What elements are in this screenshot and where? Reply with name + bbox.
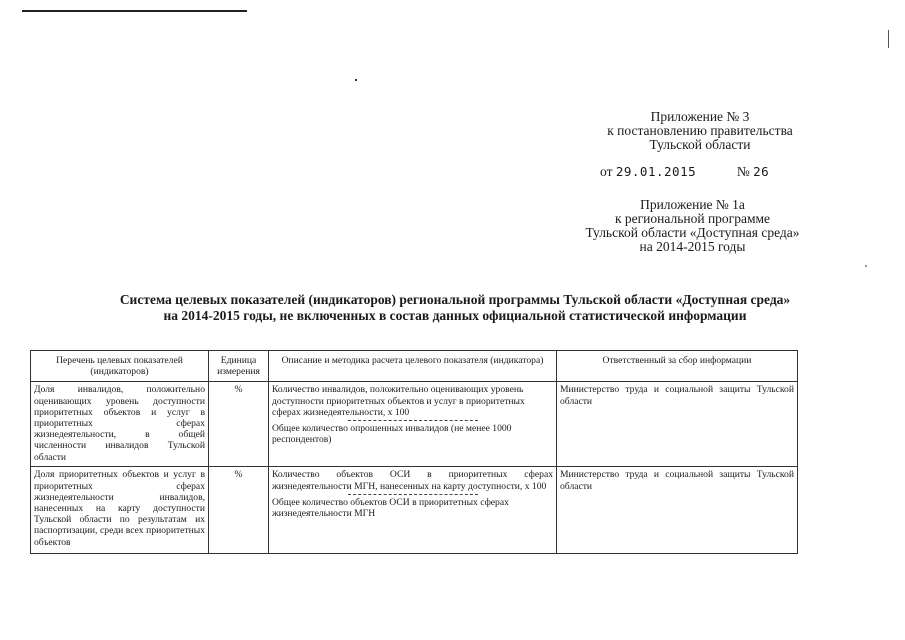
decree-number: 26 xyxy=(753,164,770,179)
decree-date-line xyxy=(600,164,820,180)
appendix-1a-line-4: на 2014-2015 годы xyxy=(639,239,746,254)
scan-artifact-dot xyxy=(355,79,357,81)
row-method xyxy=(269,467,557,554)
appendix-3-line-3: Тульской области xyxy=(649,137,751,152)
appendix-1a-line-1: Приложение № 1а xyxy=(640,197,745,212)
appendix-3-line-1: Приложение № 3 xyxy=(650,109,750,124)
row-responsible: Министерство труда и социальной защиты Тульской области xyxy=(557,467,798,554)
document-title-line-2: на 2014-2015 годы, не включенных в состав данных официальной статистической информации xyxy=(163,308,747,323)
appendix-3-line-2: к постановлению правительства xyxy=(607,123,793,138)
appendix-1a-line-2: к региональной программе xyxy=(614,211,771,226)
row-indicator: Доля приоритетных объектов и услуг в приоритетных сферах жизнедеятельности инвалидов, нанесенных на карту доступности Тульской области по результатам их паспортизации, среди всех приоритетных объектов xyxy=(31,467,209,554)
method-denominator: Общее количество опрошенных инвалидов (не менее 1000 респондентов) xyxy=(272,423,512,446)
method-denominator: Общее количество объектов ОСИ в приоритетных сферах жизнедеятельности МГН xyxy=(272,496,509,520)
row-unit: % xyxy=(209,382,269,467)
row-method xyxy=(269,382,557,467)
header-responsible: Ответственный за сбор информации xyxy=(557,351,798,382)
appendix-3-block xyxy=(575,110,825,152)
indicators-table xyxy=(30,350,798,554)
document-title xyxy=(60,292,850,324)
decree-date: 29.01.2015 xyxy=(615,164,697,179)
header-indicators: Перечень целевых показателей (индикаторов) xyxy=(31,351,209,382)
appendix-1a-block xyxy=(565,198,820,254)
row-indicator: Доля инвалидов, положительно оценивающих уровень доступности приоритетных объектов и услуг в приоритетных сферах жизнедеятельности, в общей численности инвалидов Тульской области xyxy=(31,382,209,467)
fraction-line xyxy=(348,494,478,495)
row-unit: % xyxy=(209,467,269,554)
decree-number-label: № xyxy=(736,164,750,179)
fraction-line xyxy=(348,420,478,421)
table-header-row xyxy=(31,351,798,382)
header-unit: Единица измерения xyxy=(209,351,269,382)
document-title-line-1: Система целевых показателей (индикаторов) региональной программы Тульской области «Доступная среда» xyxy=(119,292,791,307)
appendix-1a-line-3: Тульской области «Доступная среда» xyxy=(585,225,800,240)
row-responsible: Министерство труда и социальной защиты Тульской области xyxy=(557,382,798,467)
method-numerator: Количество объектов ОСИ в приоритетных сферах жизнедеятельности МГН, нанесенных на карту доступности, х 100 xyxy=(272,469,553,492)
scan-artifact-line xyxy=(22,10,247,12)
header-method: Описание и методика расчета целевого показателя (индикатора) xyxy=(269,351,557,382)
table-row xyxy=(31,382,798,467)
scan-artifact-dot-2 xyxy=(865,265,867,267)
method-numerator: Количество инвалидов, положительно оценивающих уровень доступности приоритетных объектов и услуг в приоритетных сферах жизнедеятельности, х 100 xyxy=(272,384,525,418)
decree-from-label: от xyxy=(600,164,613,179)
table-row xyxy=(31,467,798,554)
scan-artifact-tick xyxy=(888,30,889,48)
